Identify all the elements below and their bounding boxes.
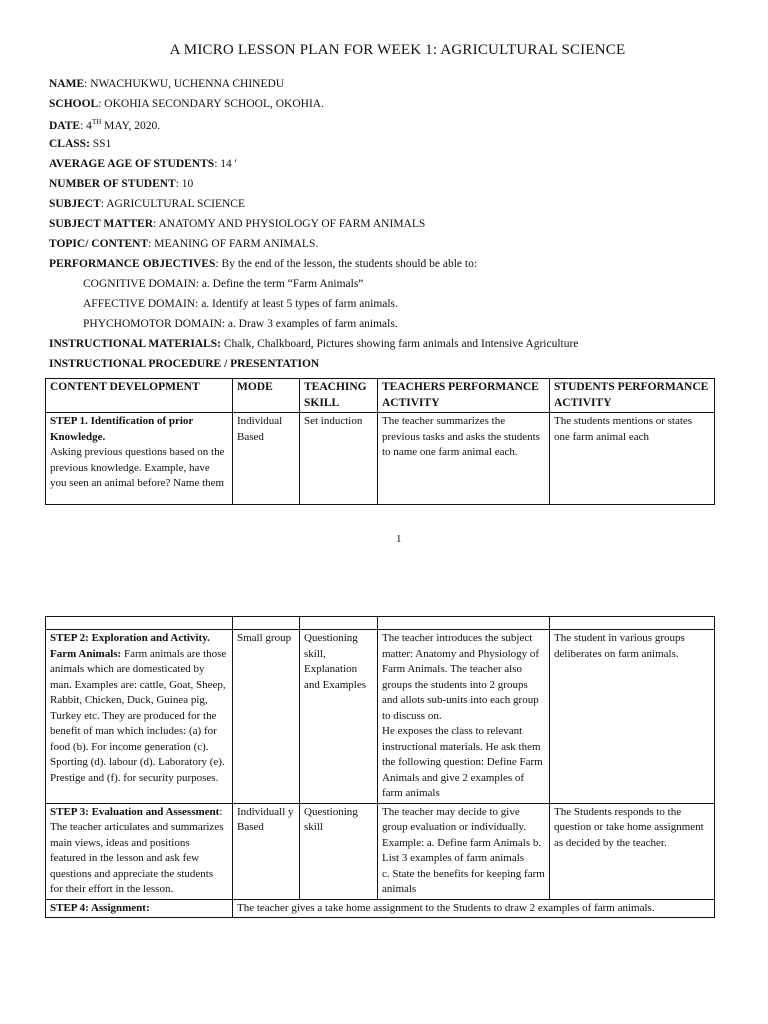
step1-mode: Individual Based <box>233 413 300 505</box>
step2-skill: Questioning skill, Explanation and Examples <box>300 630 378 804</box>
header-mode: MODE <box>233 379 300 413</box>
subject-matter-line: SUBJECT MATTER: ANATOMY AND PHYSIOLOGY OF FARM ANIMALS <box>49 218 426 230</box>
table-row <box>46 899 715 918</box>
step3-mode: Individuall y Based <box>233 803 300 899</box>
materials-line: INSTRUCTIONAL MATERIALS: Chalk, Chalkboard, Pictures showing farm animals and Intensive Agriculture <box>49 338 579 350</box>
affective-domain: AFFECTIVE DOMAIN: a. Identify at least 5 types of farm animals. <box>83 298 398 310</box>
date-line: DATE: 4TH MAY, 2020. <box>49 118 161 132</box>
table-row <box>46 803 715 899</box>
table-row <box>46 630 715 804</box>
header-content-development: CONTENT DEVELOPMENT <box>46 379 233 413</box>
header-teaching-skill: TEACHING SKILL <box>300 379 378 413</box>
table-top-row <box>46 617 715 630</box>
page-title: A MICRO LESSON PLAN FOR WEEK 1: AGRICULTURAL SCIENCE <box>169 42 626 58</box>
header-students-activity: STUDENTS PERFORMANCE ACTIVITY <box>550 379 715 413</box>
step2-students: The student in various groups deliberates on farm animals. <box>550 630 715 804</box>
school-line: SCHOOL: OKOHIA SECONDARY SCHOOL, OKOHIA. <box>49 98 324 110</box>
procedure-table-page1 <box>45 378 715 505</box>
name-line: NAME: NWACHUKWU, UCHENNA CHINEDU <box>49 78 285 90</box>
objectives-line: PERFORMANCE OBJECTIVES: By the end of the lesson, the students should be able to: <box>49 258 478 270</box>
header-teachers-activity: TEACHERS PERFORMANCE ACTIVITY <box>378 379 550 413</box>
page-number: 1 <box>396 533 402 545</box>
step2-mode: Small group <box>233 630 300 804</box>
step4-body: The teacher gives a take home assignment to the Students to draw 2 examples of farm animals. <box>233 899 715 918</box>
step3-content: STEP 3: Evaluation and Assessment: The teacher articulates and summarizes main views, ideas and positions featured in the lesson and ask few questions and appreciate the students for their effort in the lesson. <box>46 803 233 899</box>
table-header-row <box>46 379 715 413</box>
step1-students: The students mentions or states one farm animal each <box>550 413 715 505</box>
step3-skill: Questioning skill <box>300 803 378 899</box>
step3-students: The Students responds to the question or take home assignment as decided by the teacher. <box>550 803 715 899</box>
class-line: CLASS: SS1 <box>49 138 112 150</box>
step2-teacher: The teacher introduces the subject matter: Anatomy and Physiology of Farm Animals. The teacher also groups the students into 2 groups and allots sub-units into each group to discuss on. He exposes the class to relevant instructional materials. He ask them the following question: Define Farm Animals and give 2 examples of farm animals <box>378 630 550 804</box>
number-line: NUMBER OF STUDENT: 10 <box>49 178 194 190</box>
step2-content: STEP 2: Exploration and Activity. Farm Animals: Farm animals are those animals which are domesticated by man. Examples are: cattle, Goat, Sheep, Rabbit, Chicken, Duck, Guinea pig, Turkey etc. They are produced for the benefit of man which includes: (a) for food (b). For income generation (c). Sporting (d). labour (d). Laboratory (e). Prestige and (f). for security purposes. <box>46 630 233 804</box>
step3-teacher: The teacher may decide to give group evaluation or individually. Example: a. Define farm Animals b. List 3 examples of farm animals c. State the benefits for keeping farm animals <box>378 803 550 899</box>
step4-heading: STEP 4: Assignment: <box>46 899 233 918</box>
step1-skill: Set induction <box>300 413 378 505</box>
age-line: AVERAGE AGE OF STUDENTS: 14 ' <box>49 158 237 170</box>
psychomotor-domain: PHYCHOMOTOR DOMAIN: a. Draw 3 examples of farm animals. <box>83 318 398 330</box>
step1-content: STEP 1. Identification of prior Knowledge. Asking previous questions based on the previous knowledge. Example, have you seen an animal before? Name them <box>46 413 233 505</box>
subject-line: SUBJECT: AGRICULTURAL SCIENCE <box>49 198 245 210</box>
table-row <box>46 413 715 505</box>
step1-teacher: The teacher summarizes the previous tasks and asks the students to name one farm animal each. <box>378 413 550 505</box>
topic-line: TOPIC/ CONTENT: MEANING OF FARM ANIMALS. <box>49 238 319 250</box>
cognitive-domain: COGNITIVE DOMAIN: a. Define the term “Farm Animals” <box>83 278 364 290</box>
procedure-table-page2 <box>45 616 715 918</box>
procedure-heading: INSTRUCTIONAL PROCEDURE / PRESENTATION <box>49 358 320 370</box>
